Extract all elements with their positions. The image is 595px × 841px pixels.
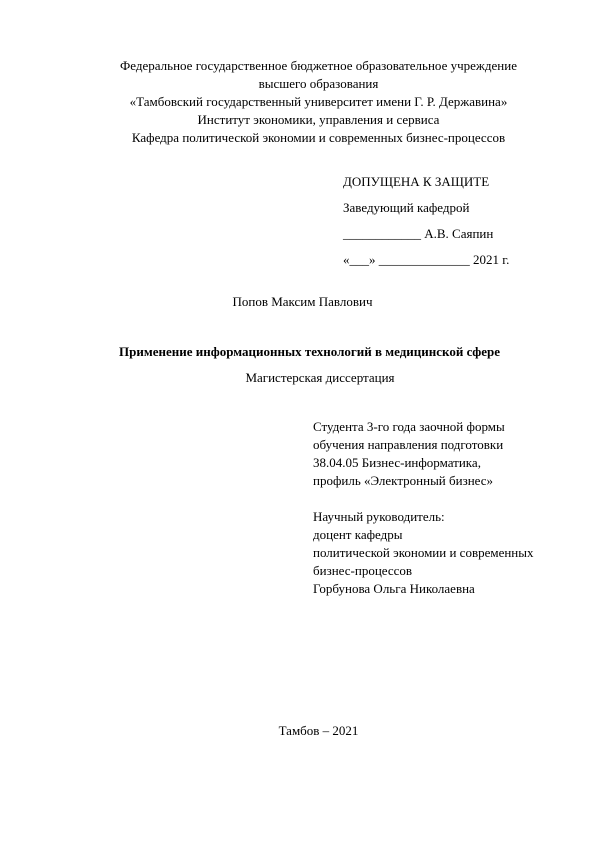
header-line-ministry: Федеральное государственное бюджетное образовательное учреждение (120, 58, 517, 73)
student-info (313, 418, 583, 490)
supervisor-line: Горбунова Ольга Николаевна (313, 581, 475, 596)
approval-stamp: ДОПУЩЕНА К ЗАЩИТЕ (343, 174, 490, 189)
approval-date: «___» ______________ 2021 г. (343, 252, 510, 267)
supervisor-line: политической экономии и современных (313, 545, 534, 560)
city-year: Тамбов – 2021 (278, 723, 359, 738)
institution-header (0, 57, 595, 147)
supervisor-line: доцент кафедры (313, 527, 403, 542)
student-line: обучения направления подготовки (313, 437, 504, 452)
approval-position: Заведующий кафедрой (343, 200, 470, 215)
student-line: профиль «Электронный бизнес» (313, 473, 494, 488)
thesis-type: Магистерская диссертация (245, 370, 395, 385)
author-name: Попов Максим Павлович (232, 294, 373, 309)
approval-signature: ____________ А.В. Саяпин (343, 226, 494, 241)
header-line-university: «Тамбовский государственный университет имени Г. Р. Державина» (129, 94, 508, 109)
thesis-title: Применение информационных технологий в медицинской сфере (119, 344, 500, 359)
header-line-education-level: высшего образования (258, 76, 379, 91)
supervisor-line: бизнес-процессов (313, 563, 413, 578)
student-line: 38.04.05 Бизнес-информатика, (313, 455, 481, 470)
student-line: Студента 3-го года заочной формы (313, 419, 505, 434)
supervisor-info (313, 508, 583, 598)
approval-block (343, 173, 583, 277)
header-line-institute: Институт экономики, управления и сервиса (197, 112, 440, 127)
supervisor-line: Научный руководитель: (313, 509, 445, 524)
header-line-department: Кафедра политической экономии и современных бизнес-процессов (131, 130, 506, 145)
